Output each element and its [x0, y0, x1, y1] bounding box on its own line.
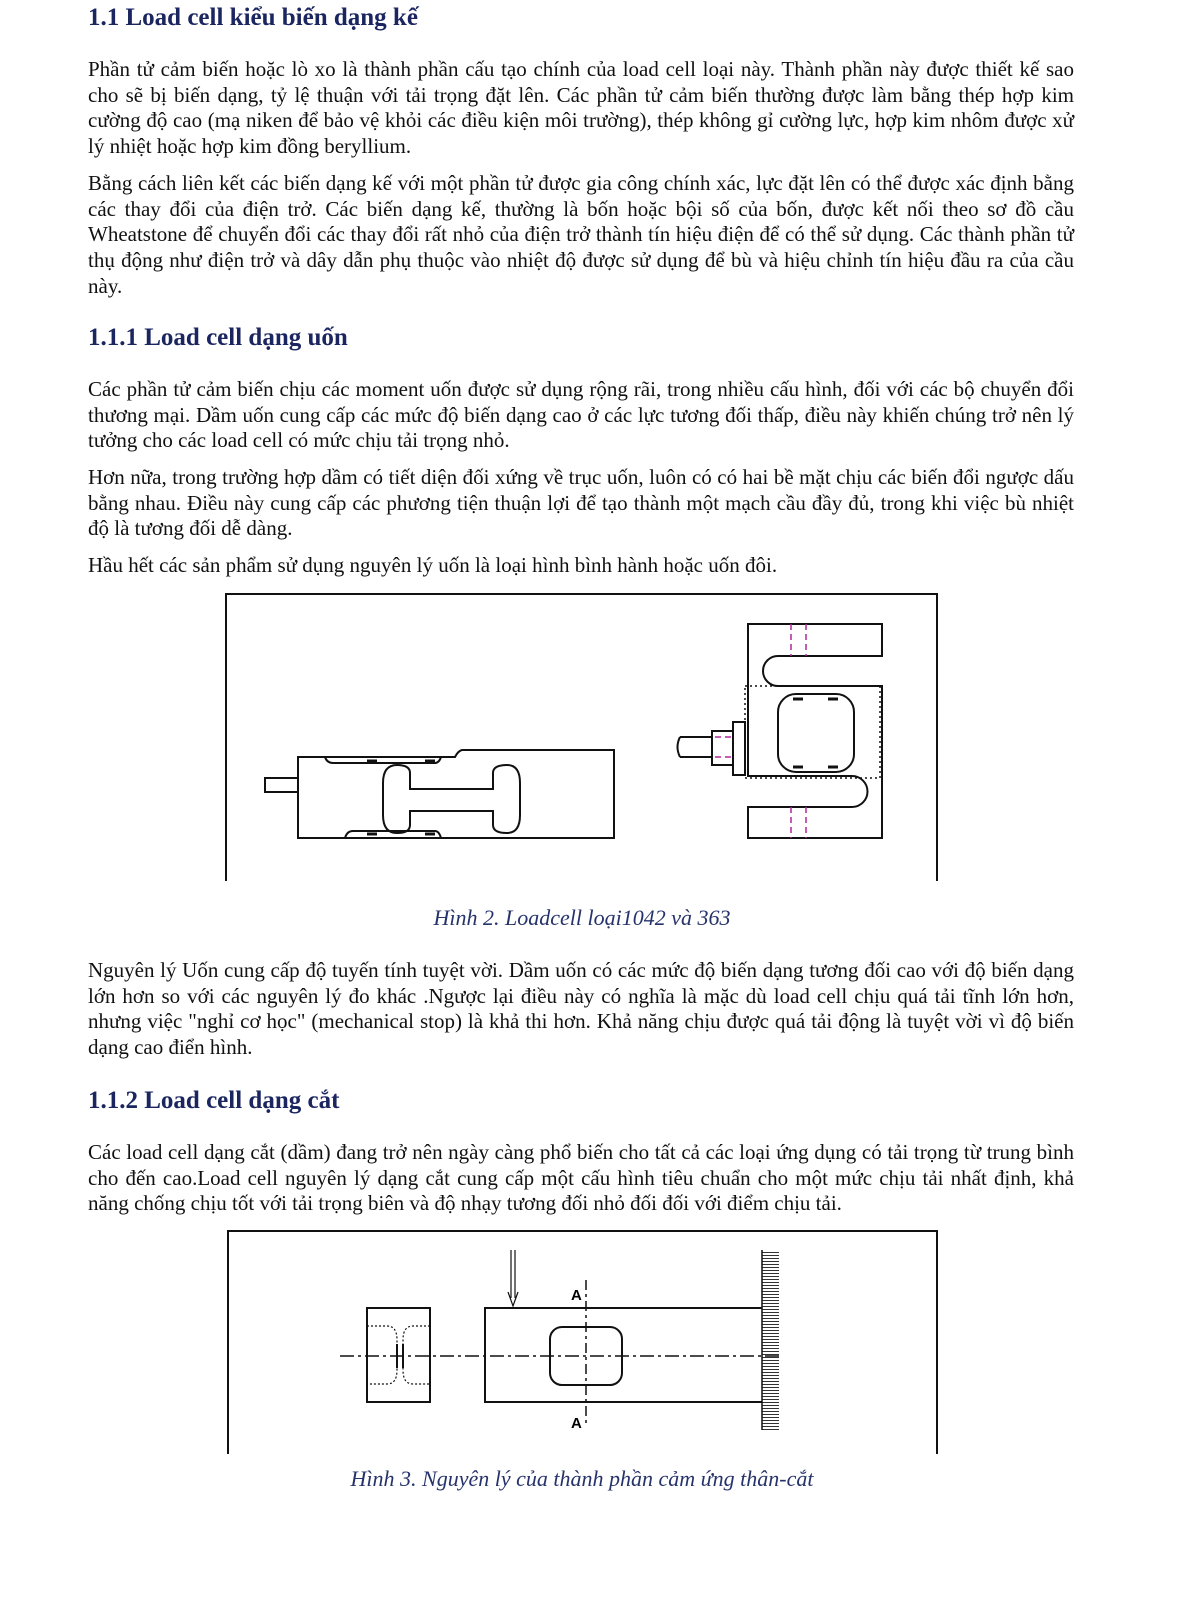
paragraph: Hầu hết các sản phẩm sử dụng nguyên lý uốn là loại hình bình hành hoặc uốn đôi. [88, 553, 778, 577]
loadcell-1042 [265, 750, 614, 838]
figure-3-caption: Hình 3. Nguyên lý của thành phần cảm ứng thân-cắt [350, 1466, 814, 1491]
loadcell-363 [678, 624, 883, 838]
section-label-top: A [571, 1287, 582, 1304]
paragraph: Phần tử cảm biến hoặc lò xo là thành phần cấu tạo chính của load cell loại này. Thành phần này được thiết kế sao cho sẽ bị biến dạng, tỷ lệ thuận với tải trọng đặt lên. Các phần tử cảm biến thường được làm bằng thép hợp kim cường độ cao (mạ niken để bảo vệ khỏi các điều kiện môi trường), thép không gỉ cường lực, hợp kim nhôm được xử lý nhiệt hoặc hợp kim đồng beryllium. [88, 57, 1074, 159]
figure-2-loadcell-drawing [225, 593, 939, 883]
section-heading: 1.1 Load cell kiểu biến dạng kế [88, 4, 418, 31]
paragraph: Các load cell dạng cắt (dầm) đang trở nên ngày càng phổ biến cho tất cả các loại ứng dụng có tải trọng từ trung bình cho đến cao.Load cell nguyên lý dạng cắt cung cấp một cấu hình tiêu chuẩn cho một mức chịu tải nhất định, khả năng chống chịu tốt với tải trọng biên và độ nhạy tương đối nhỏ đối đối với điểm chịu tải. [88, 1140, 1074, 1216]
subsection-heading-bending: 1.1.1 Load cell dạng uốn [88, 324, 348, 351]
subsection-heading-shear: 1.1.2 Load cell dạng cắt [88, 1087, 340, 1114]
section-label-bottom: A [571, 1415, 582, 1432]
paragraph: Bằng cách liên kết các biến dạng kế với một phần tử được gia công chính xác, lực đặt lên có thể được xác định bằng các thay đổi của điện trở. Các biến dạng kế, thường là bốn hoặc bội số của bốn, được kết nối theo sơ đồ cầu Wheatstone để chuyển đổi các thay đổi rất nhỏ của điện trở thành tín hiệu điện để có thể sử dụng. Các thành phần tử thụ động như điện trở và dây dẫn phụ thuộc vào nhiệt độ được sử dụng để bù và hiệu chỉnh tín hiệu đầu ra của cầu này. [88, 171, 1074, 298]
figure-2-caption: Hình 2. Loadcell loại1042 và 363 [433, 905, 731, 930]
paragraph: Nguyên lý Uốn cung cấp độ tuyến tính tuyệt vời. Dầm uốn có các mức độ biến dạng tương đối cao với độ biến dạng lớn hơn so với các nguyên lý đo khác .Ngược lại điều này có nghĩa là mặc dù load cell chịu quá tải tĩnh lớn hơn, nhưng việc "nghỉ cơ học" (mechanical stop) là khả thi hơn. Khả năng chịu được quá tải động là tuyệt vời vì độ biến dạng cao điển hình. [88, 958, 1074, 1060]
wall-hatch [762, 1250, 779, 1430]
figure-3-shear-beam-drawing [227, 1230, 939, 1456]
paragraph: Hơn nữa, trong trường hợp dầm có tiết diện đối xứng về trục uốn, luôn có có hai bề mặt chịu các biến đổi ngược dấu bằng nhau. Điều này cung cấp các phương tiện thuận lợi để tạo thành một mạch cầu đầy đủ, trong khi việc bù nhiệt độ là tương đối dễ dàng. [88, 465, 1074, 541]
paragraph: Các phần tử cảm biến chịu các moment uốn được sử dụng rộng rãi, trong nhiều cấu hình, đối với các bộ chuyển đổi thương mại. Dầm uốn cung cấp các mức độ biến dạng cao ở các lực tương đối thấp, điều này khiến chúng trở nên lý tưởng cho các load cell có mức chịu tải trọng nhỏ. [88, 377, 1074, 453]
load-arrow-icon [508, 1250, 518, 1306]
figure-frame [228, 1231, 937, 1454]
